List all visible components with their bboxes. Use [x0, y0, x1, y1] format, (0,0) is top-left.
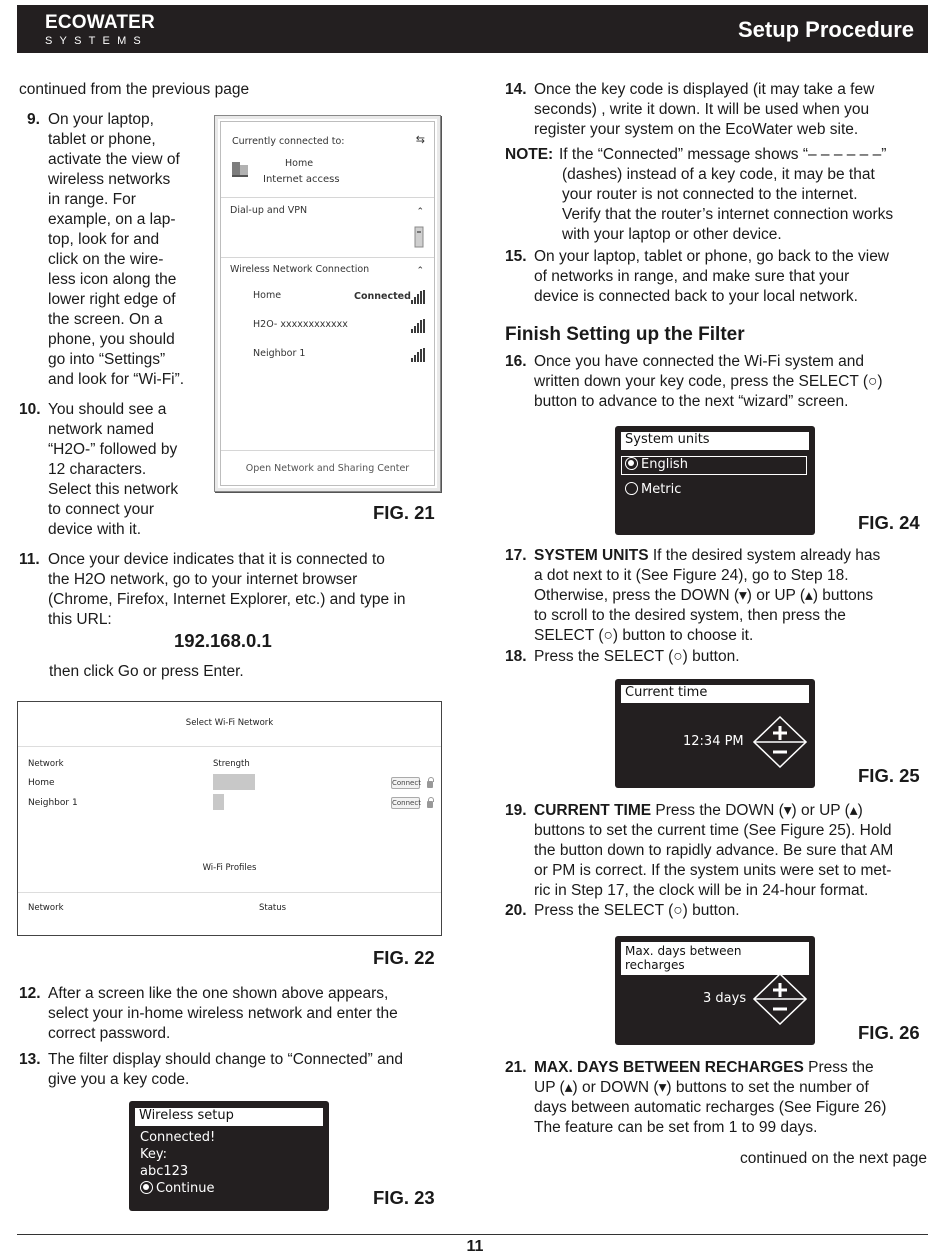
step-19: 19. CURRENT TIME Press the DOWN (▾) or UP (▴) buttons to set the current time (See Figure 25). Hold the button down to rapidly advance. Be sure that AM or PM is correct. If the system units were set to met- ric in Step 17, the clock will be in 24-hour format.: [505, 801, 945, 901]
figure-label: FIG. 21: [373, 502, 435, 523]
step-17-first: If the desired system already has: [648, 547, 881, 564]
lcd-title-line: Max. days between: [625, 944, 742, 958]
webpage-title: Select Wi-Fi Network: [185, 718, 274, 728]
step-13: 13. The filter display should change to “Connected” and give you a key code.: [19, 1050, 449, 1090]
units-option-english[interactable]: [621, 456, 807, 475]
plus-minus-icon[interactable]: [753, 973, 807, 1025]
text-line: give you a key code.: [48, 1071, 190, 1088]
step-16-text: [505, 352, 935, 412]
profiles-title: Wi-Fi Profiles: [202, 863, 257, 873]
step-number: 20: [505, 902, 523, 919]
text-line: example, on a lap-: [48, 211, 176, 228]
step-number: 15: [505, 248, 523, 265]
option-label: Continue: [156, 1181, 215, 1196]
text-line: “H2O-” followed by: [48, 441, 178, 458]
option-label: Metric: [641, 482, 682, 497]
step-21-first: Press the: [803, 1059, 874, 1076]
step-19-heading: CURRENT TIME: [534, 802, 652, 819]
signal-strength-bar: [213, 774, 255, 790]
step-number: 11: [19, 551, 36, 568]
network-sharing-center-link[interactable]: Open Network and Sharing Center: [245, 463, 410, 474]
text-line: device is connected back to your local network.: [534, 288, 858, 305]
text-line: select your in-home wireless network and enter the: [48, 1005, 398, 1022]
network-name: H2O- xxxxxxxxxxxx: [253, 319, 348, 330]
figure-label: FIG. 23: [373, 1187, 435, 1208]
text-line: to scroll to the desired system, then press the: [534, 607, 846, 624]
step-9-text: [19, 110, 214, 390]
text-line: 12 characters.: [48, 461, 147, 478]
wireless-heading: Wireless Network Connection: [230, 264, 370, 275]
network-name: Neighbor 1: [253, 348, 306, 359]
brand-subtitle: SYSTEMS: [45, 35, 148, 47]
text-line: lower right edge of: [48, 291, 176, 308]
step-17-heading: SYSTEM UNITS: [534, 547, 649, 564]
text-line: tablet or phone,: [48, 131, 156, 148]
lcd-wireless-setup: [129, 1101, 329, 1211]
page-header: [17, 5, 928, 53]
text-line: your router is not connected to the internet.: [562, 186, 858, 203]
step-19-first: Press the DOWN (▾) or UP (▴): [651, 802, 863, 819]
step-number: 14: [505, 81, 523, 98]
text-line: less icon along the: [48, 271, 177, 288]
refresh-icon[interactable]: ⇆: [415, 133, 425, 146]
network-row-name: Neighbor 1: [28, 798, 78, 808]
text-line: ric in Step 17, the clock will be in 24-hour format.: [534, 882, 869, 899]
text-line: days between automatic recharges (See Figure 26): [534, 1099, 887, 1116]
step-21-text: [505, 1078, 945, 1138]
radio-empty-icon: [625, 482, 638, 495]
text-line: Otherwise, press the DOWN (▾) or UP (▴) buttons: [534, 587, 874, 604]
note-label: NOTE:: [505, 146, 554, 163]
text-line: register your system on the EcoWater web site.: [534, 121, 859, 138]
step-16: 16. Once you have connected the Wi-Fi system and written down your key code, press the SELECT (○) button to advance to the next “wizard” screen.: [505, 352, 935, 412]
figure-label: FIG. 24: [858, 512, 920, 533]
text-line: click on the wire-: [48, 251, 164, 268]
lock-icon: [427, 781, 433, 788]
signal-strength-bar: [213, 794, 224, 810]
step-15: 15. On your laptop, tablet or phone, go back to the view of networks in range, and make sure that your device is connected back to your local network.: [505, 247, 935, 307]
figure-label: FIG. 26: [858, 1022, 920, 1043]
text-line: button to advance to the next “wizard” screen.: [534, 393, 849, 410]
brand-logo: ECOWATER: [45, 12, 155, 33]
text-line: written down your key code, press the SELECT (○): [534, 373, 883, 390]
footer-divider: [17, 1234, 928, 1235]
step-number: 21: [505, 1059, 523, 1076]
connect-button[interactable]: Connect: [392, 779, 421, 787]
connect-button[interactable]: Connect: [392, 799, 421, 807]
url-text: 192.168.0.1: [174, 630, 272, 651]
note-first-line: If the “Connected” message shows “– – – – – –”: [559, 146, 887, 163]
step-number: 9: [27, 111, 36, 128]
text-line: Once you have connected the Wi-Fi system and: [534, 353, 864, 370]
lcd-title: [621, 942, 809, 975]
text-line: SELECT (○) button to choose it.: [534, 627, 754, 644]
text-line: The feature can be set from 1 to 99 days.: [534, 1119, 818, 1136]
wifi-network-item[interactable]: [253, 348, 433, 364]
step-13-text: [19, 1050, 449, 1090]
wifi-network-item[interactable]: [253, 290, 433, 306]
step-number: 16: [505, 353, 523, 370]
radio-selected-icon: [140, 1181, 153, 1194]
windows-network-popup: [214, 115, 441, 492]
text-line: of networks in range, and make sure that your: [534, 268, 850, 285]
text-line: Once your device indicates that it is connected to: [48, 551, 385, 568]
lcd-line: Key:: [140, 1147, 168, 1162]
signal-bars-icon: [411, 319, 427, 333]
text-line: wireless networks: [48, 171, 171, 188]
step-11: 11. Once your device indicates that it is connected to the H2O network, go to your internet browser (Chrome, Firefox, Internet Explorer, etc.) and type in this URL:: [19, 550, 449, 630]
text-line: with your laptop or other device.: [562, 226, 782, 243]
text-line: phone, you should: [48, 331, 175, 348]
step-number: 17: [505, 547, 523, 564]
lcd-title: System units: [621, 432, 809, 450]
text-line: go into “Settings”: [48, 351, 166, 368]
step-18: 18. Press the SELECT (○) button.: [505, 647, 935, 667]
lock-icon: [427, 801, 433, 808]
step-20: 20. Press the SELECT (○) button.: [505, 901, 935, 921]
text-line: top, look for and: [48, 231, 160, 248]
text-line: (dashes) instead of a key code, it may be that: [562, 166, 875, 183]
text-line: UP (▴) or DOWN (▾) buttons to set the number of: [534, 1079, 869, 1096]
units-option-metric[interactable]: [625, 482, 681, 498]
modem-icon: [414, 226, 424, 248]
wifi-setup-webpage: [17, 701, 442, 936]
step-12-text: [19, 984, 449, 1044]
lcd-title: Wireless setup: [135, 1108, 323, 1126]
text-line: or PM is correct. If the system units were set to met-: [534, 862, 892, 879]
plus-minus-icon[interactable]: [753, 716, 807, 768]
network-row-name: Home: [28, 778, 55, 788]
wifi-network-item[interactable]: [253, 319, 433, 335]
text-line: to connect your: [48, 501, 154, 518]
step-11-after: then click Go or press Enter.: [49, 663, 244, 680]
signal-bars-icon: [411, 290, 427, 304]
step-21: 21. MAX. DAYS BETWEEN RECHARGES Press the UP (▴) or DOWN (▾) buttons to set the number of days between automatic recharges (See Figure 26) The feature can be set from 1 to 99 days.: [505, 1058, 945, 1138]
lcd-system-units: [615, 426, 815, 535]
text-line: After a screen like the one shown above appears,: [48, 985, 389, 1002]
time-value: 12:34 PM: [683, 734, 744, 749]
text-line: the button down to rapidly advance. Be sure that AM: [534, 842, 894, 859]
radio-selected-icon: [625, 457, 638, 470]
text-line: (Chrome, Firefox, Internet Explorer, etc.) and type in: [48, 591, 406, 608]
lcd-max-days: [615, 936, 815, 1045]
step-17-text: [505, 566, 945, 646]
continued-from-text: continued from the previous page: [19, 81, 250, 98]
step-12: 12. After a screen like the one shown above appears, select your in-home wireless network and enter the correct password.: [19, 984, 449, 1044]
text-line: seconds) , write it down. It will be used when you: [534, 101, 870, 118]
figure-label: FIG. 25: [858, 765, 920, 786]
text-line: network named: [48, 421, 154, 438]
profiles-column-network: Network: [28, 903, 64, 913]
figure-label: FIG. 22: [373, 947, 435, 968]
step-number: 13: [19, 1051, 37, 1068]
step-number: 12: [19, 985, 37, 1002]
network-computer-icon: [231, 160, 249, 178]
text-line: and look for “Wi-Fi”.: [48, 371, 185, 388]
profiles-column-status: Status: [259, 903, 287, 913]
text-line: in range. For: [48, 191, 136, 208]
days-value: 3 days: [703, 991, 747, 1006]
text-line: a dot next to it (See Figure 24), go to Step 18.: [534, 567, 849, 584]
step-number: 18: [505, 648, 523, 665]
page-number: 11: [466, 1238, 484, 1254]
note-block: [505, 145, 935, 245]
text-line: device with it.: [48, 521, 142, 538]
text-line: buttons to set the current time (See Figure 25). Hold: [534, 822, 892, 839]
step-20-text: Press the SELECT (○) button.: [534, 902, 740, 919]
text-line: this URL:: [48, 611, 112, 628]
text-line: Once the key code is displayed (it may take a few: [534, 81, 875, 98]
text-line: the screen. On a: [48, 311, 163, 328]
home-network-status: Internet access: [263, 174, 340, 185]
step-10-text: [19, 400, 214, 540]
step-21-heading: MAX. DAYS BETWEEN RECHARGES: [534, 1059, 804, 1076]
collapse-icon[interactable]: ⌃: [416, 266, 424, 276]
column-header-network: Network: [28, 759, 64, 769]
lcd-key-code: abc123: [140, 1164, 189, 1179]
collapse-icon[interactable]: ⌃: [416, 207, 424, 217]
lcd-title: Current time: [621, 685, 809, 703]
step-19-text: [505, 821, 945, 901]
text-line: On your laptop,: [48, 111, 154, 128]
step-9: 9. On your laptop, tablet or phone, activate the view of wireless networks in range. For example, on a lap- top, look for and click on the wire- less icon along the lower right edge of the screen. On a phone, you should go into “Settings” and look for “Wi-Fi”.: [19, 110, 214, 390]
home-network-name: Home: [285, 158, 314, 169]
network-name: Home: [253, 290, 282, 301]
text-line: Select this network: [48, 481, 179, 498]
column-header-strength: Strength: [213, 759, 250, 769]
continued-next-text: continued on the next page: [739, 1150, 927, 1167]
text-line: Verify that the router’s internet connection works: [562, 206, 894, 223]
step-number: 10: [19, 401, 37, 418]
network-status: Connected: [354, 291, 411, 302]
option-label: English: [641, 457, 688, 472]
note-text: [505, 165, 935, 245]
lcd-continue-option[interactable]: [140, 1181, 214, 1197]
lcd-line: Connected!: [140, 1130, 216, 1145]
step-number: 19: [505, 802, 523, 819]
step-14-text: [505, 80, 935, 140]
step-15-text: [505, 247, 935, 307]
text-line: the H2O network, go to your internet browser: [48, 571, 358, 588]
step-14: 14. Once the key code is displayed (it may take a few seconds) , write it down. It will be used when you register your system on the EcoWater web site.: [505, 80, 935, 140]
connected-to-label: Currently connected to:: [232, 136, 345, 147]
text-line: activate the view of: [48, 151, 180, 168]
step-11-text: [19, 550, 449, 630]
secured-signal-icon: [411, 348, 427, 362]
step-17: 17. SYSTEM UNITS If the desired system already has a dot next to it (See Figure 24), go to Step 18. Otherwise, press the DOWN (▾) or UP (▴) buttons to scroll to the desired system, then press the SELECT (○) button to choose it.: [505, 546, 945, 646]
text-line: The filter display should change to “Connected” and: [48, 1051, 403, 1068]
step-18-text: Press the SELECT (○) button.: [534, 648, 740, 665]
lcd-current-time: [615, 679, 815, 788]
text-line: correct password.: [48, 1025, 171, 1042]
text-line: You should see a: [48, 401, 167, 418]
step-10: 10. You should see a network named “H2O-” followed by 12 characters. Select this network to connect your device with it.: [19, 400, 214, 540]
lcd-title-line: recharges: [625, 958, 685, 972]
page-title: Setup Procedure: [737, 17, 914, 42]
section-heading: Finish Setting up the Filter: [505, 324, 745, 345]
text-line: On your laptop, tablet or phone, go back to the view: [534, 248, 890, 265]
dialup-heading: Dial-up and VPN: [230, 205, 308, 216]
